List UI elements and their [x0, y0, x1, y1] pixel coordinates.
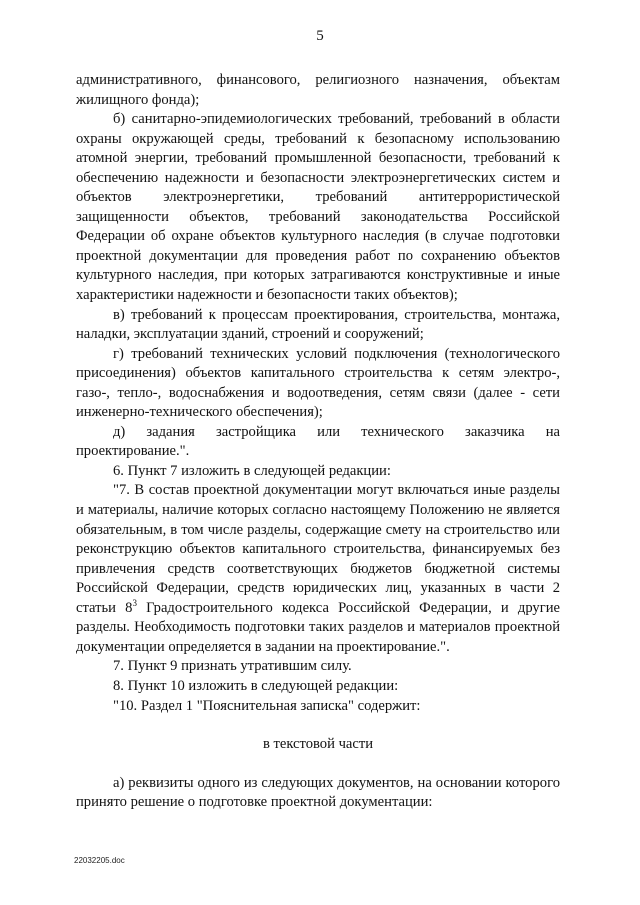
paragraph-point-7: 7. Пункт 9 признать утратившим силу.	[113, 658, 352, 675]
paragraph-point-10-intro: "10. Раздел 1 "Пояснительная записка" содержит:	[113, 697, 421, 714]
paragraph-item-a: а) реквизиты одного из следующих документов, на основании которого принято решение о подготовке проектной документации:	[76, 774, 560, 811]
paragraph-item-d: д) задания застройщика или технического заказчика на проектирование.".	[76, 423, 560, 460]
paragraph-point-7-text	[76, 481, 560, 657]
section-heading: в текстовой части	[262, 736, 374, 753]
paragraph-point-6: 6. Пункт 7 изложить в следующей редакции:	[113, 462, 391, 479]
paragraph-item-b: б) санитарно-эпидемиологических требований, требований в области охраны окружающей среды, требований к безопасному использованию атомной энергии, требований промышленной безопасности, требований к обеспечению надежности и безопасности электроэнергетических систем и объектов электроэнергетики, требований антитеррористической защищенности объектов, требований законодательства Российской Федерации об охране объектов культурного наследия (в случае подготовки проектной документации для проведения работ по сохранению объектов культурного наследия, при которых затрагиваются конструктивные и иные характеристики надежности и безопасности таких объектов);	[76, 111, 560, 304]
paragraph-point-8: 8. Пункт 10 изложить в следующей редакции:	[113, 677, 399, 694]
document-body	[76, 71, 560, 813]
paragraph-point-7-part2: Градостроительного кодекса Российской Федерации, и другие разделы. Необходимость подготовки таких разделов и материалов проектной документации определяется в задании на проектирование.".	[76, 599, 560, 655]
paragraph-point-7-part1: "7. В состав проектной документации могут включаться иные разделы и материалы, наличие которых согласно настоящему Положению не является обязательным, в том числе разделы, содержащие смету на строительство или реконструкцию объектов капитального строительства, финансируемых без привлечения средств соответствующих бюджетов бюджетной системы Российской Федерации, средств юридических лиц, указанных в части 2 статьи 8	[76, 482, 560, 616]
page-number: 5	[316, 28, 324, 44]
paragraph-item-v: в) требований к процессам проектирования, строительства, монтажа, наладки, эксплуатации зданий, строений и сооружений;	[76, 306, 560, 343]
paragraph-item-g: г) требований технических условий подключения (технологического присоединения) объектов капитального строительства к сетям электро-, газо-, тепло-, водоснабжения и водоотведения, сетям связи (далее - сети инженерно-технического обеспечения);	[76, 345, 560, 421]
paragraph-continuation: административного, финансового, религиозного назначения, объектам жилищного фонда);	[76, 72, 560, 108]
footer-filename: 22032205.doc	[74, 856, 125, 865]
superscript-3: 3	[132, 597, 137, 608]
